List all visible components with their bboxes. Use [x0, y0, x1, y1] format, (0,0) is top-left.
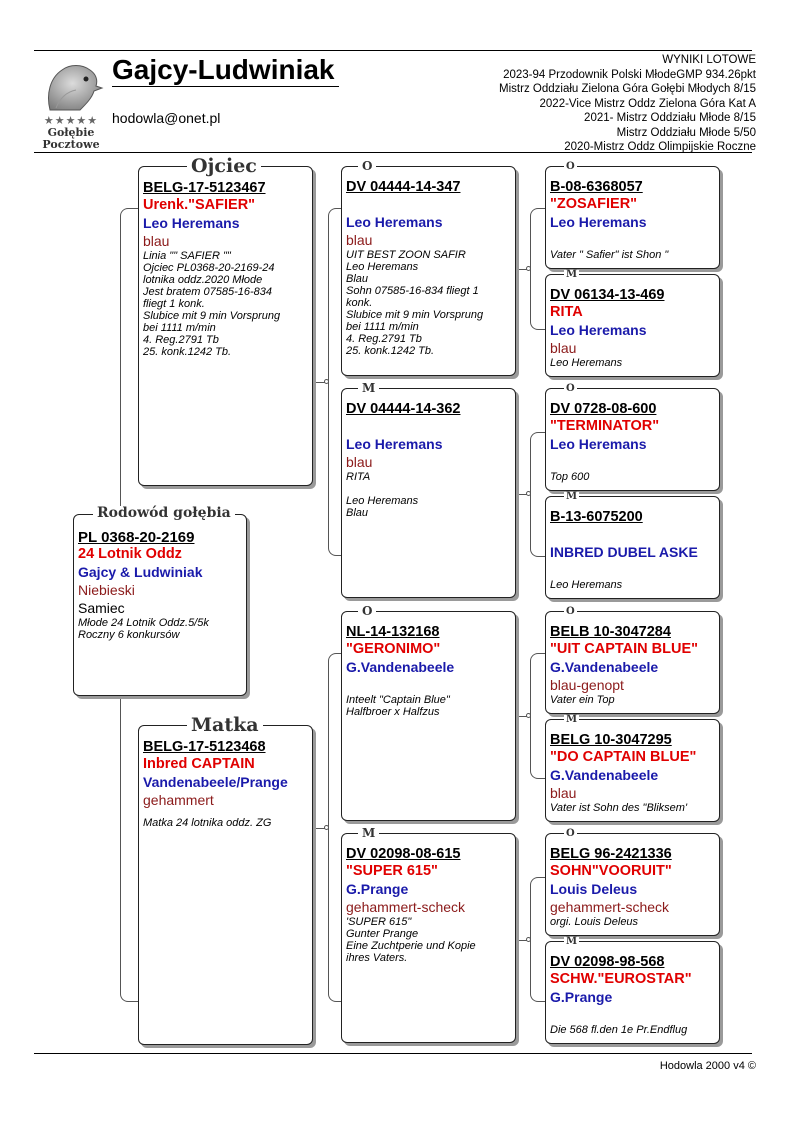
ring-number: DV 02098-08-615	[346, 846, 461, 862]
note-line: Młode 24 Lotnik Oddz.5/5k	[78, 617, 209, 629]
note-line: UIT BEST ZOON SAFIR	[346, 249, 466, 261]
note-line: Vater ist Sohn des "Bliksem'	[550, 802, 688, 814]
breeder: G.Vandenabeele	[550, 659, 659, 675]
label-sire: O	[566, 383, 575, 394]
breeder: Vandenabeele/Prange	[143, 774, 288, 790]
pedigree-card-mother[interactable]	[138, 725, 313, 1045]
note-line: Vater " Safier" ist Shon "	[550, 249, 669, 261]
pedigree-card-mmm[interactable]	[545, 941, 720, 1044]
flight-results	[499, 53, 756, 155]
pedigree-card-fmf[interactable]	[545, 388, 720, 491]
pigeon-name: "ZOSAFIER"	[550, 196, 638, 212]
pigeon-color	[550, 561, 715, 579]
connector-ff	[530, 208, 546, 330]
pigeon-notes	[346, 694, 511, 718]
pigeon-name: "UIT CAPTAIN BLUE"	[550, 641, 699, 657]
pigeon-notes	[550, 249, 715, 261]
note-line: konk.	[346, 297, 373, 309]
pigeon-name: Inbred CAPTAIN	[143, 756, 255, 772]
pigeon-name: Urenk."SAFIER"	[143, 197, 256, 213]
note-line: 'SUPER 615"	[346, 916, 412, 928]
label-father: Ojciec	[187, 157, 261, 176]
note-line: Roczny 6 konkursów	[78, 629, 180, 641]
pigeon-name: 24 Lotnik Oddz	[78, 546, 182, 562]
pigeon-notes	[346, 916, 511, 964]
ring-number: BELG-17-5123467	[143, 180, 266, 196]
note-line: bei 1111 m/min	[346, 321, 419, 333]
pigeon-icon	[36, 58, 106, 114]
results-line: Mistrz Oddziału Młode 5/50	[616, 126, 756, 139]
pigeon-notes	[346, 249, 511, 357]
breeder: Leo Heremans	[550, 214, 647, 230]
note-line: Gunter Prange	[346, 928, 419, 940]
header-bottom-rule	[34, 152, 752, 153]
note-line: fliegt 1 konk.	[143, 298, 205, 310]
owner: Gajcy & Ludwiniak	[78, 564, 203, 580]
ring-number: B-13-6075200	[550, 509, 643, 525]
pedigree-card-fmm[interactable]	[545, 496, 720, 599]
breeder: Leo Heremans	[346, 436, 443, 452]
pigeon-color: blau	[550, 340, 577, 356]
breeder: G.Prange	[550, 989, 613, 1005]
connector-mm	[530, 877, 546, 1002]
page-title: Gajcy-Ludwiniak	[112, 54, 339, 87]
label-sire: O	[358, 605, 376, 617]
note-line: Vater ein Top	[550, 694, 615, 706]
connector-fm	[530, 432, 546, 557]
breeder: Leo Heremans	[550, 322, 647, 338]
label-mother: Matka	[187, 716, 263, 735]
note-line: Leo Heremans	[346, 261, 419, 273]
note-line: Blau	[346, 507, 369, 519]
ring-number: DV 04444-14-347	[346, 179, 461, 195]
ring-number: DV 0728-08-600	[550, 401, 657, 417]
breeder: Leo Heremans	[346, 214, 443, 230]
note-line: 4. Reg.2791 Tb	[143, 334, 219, 346]
note-line: Ojciec PL0368-20-2169-24	[143, 262, 275, 274]
note-line: Leo Heremans	[550, 579, 623, 591]
pigeon-notes	[550, 357, 715, 369]
note-line: bei 1111 m/min	[143, 322, 216, 334]
label-root: Rodowód gołębia	[93, 506, 235, 520]
pigeon-color	[550, 231, 715, 249]
note-line: Sohn 07585-16-834 fliegt 1	[346, 285, 479, 297]
pigeon-name: SCHW."EUROSTAR"	[550, 971, 692, 987]
pigeon-name: RITA	[550, 304, 583, 320]
ring-number: BELB 10-3047284	[550, 624, 671, 640]
contact-email: hodowla@onet.pl	[112, 110, 221, 126]
pedigree-card-mf[interactable]	[341, 611, 516, 821]
pigeon-color: blau	[143, 233, 170, 249]
pigeon-color: gehammert-scheck	[550, 899, 670, 915]
note-line: 4. Reg.2791 Tb	[346, 333, 422, 345]
label-sire: O	[566, 828, 575, 839]
label-dam: M	[566, 936, 578, 947]
ring-number: BELG 10-3047295	[550, 732, 672, 748]
pedigree-card-fff[interactable]	[545, 166, 720, 269]
ring-number: DV 04444-14-362	[346, 401, 461, 417]
breeder: G.Vandenabeele	[550, 767, 659, 783]
pigeon-name: "TERMINATOR"	[550, 418, 660, 434]
ring-number: DV 02098-98-568	[550, 954, 665, 970]
pigeon-name	[346, 418, 511, 435]
connector-dot	[526, 266, 531, 271]
label-dam: M	[358, 382, 379, 394]
label-dam: M	[566, 491, 578, 502]
pigeon-color: blau	[346, 454, 373, 470]
logo-text-line-2: Pocztowe	[42, 138, 100, 151]
results-line: 2021- Mistrz Oddziału Młode 8/15	[584, 112, 756, 124]
note-line: orgi. Louis Deleus	[550, 916, 639, 928]
connector-dot	[324, 825, 329, 830]
results-line: 2022-Vice Mistrz Oddz Zielona Góra Kat A	[539, 97, 756, 110]
ring-number: B-08-6368057	[550, 179, 643, 195]
pigeon-color: blau	[550, 785, 577, 801]
pigeon-notes	[550, 916, 715, 928]
pedigree-card-mff[interactable]	[545, 611, 720, 714]
pigeon-notes	[346, 471, 511, 519]
pedigree-card-mmf[interactable]	[545, 833, 720, 936]
note-line: RITA	[346, 471, 371, 483]
note-line: Blau	[346, 273, 369, 285]
ring-number: DV 06134-13-469	[550, 287, 665, 303]
note-line: Eine Zuchtperie und Kopie	[346, 940, 476, 952]
note-line: Halfbroer x Halfzus	[346, 706, 440, 718]
results-line: Mistrz Oddziału Zielona Góra Gołębi Młodych 8/15	[499, 83, 756, 95]
breeder: Louis Deleus	[550, 881, 638, 897]
note-line: lotnika oddz.2020 Młode	[143, 274, 263, 286]
pedigree-card-ffm[interactable]	[545, 274, 720, 377]
label-sire: O	[566, 161, 575, 172]
note-line: Slubice mit 9 min Vorsprung	[143, 310, 281, 322]
pigeon-color: gehammert	[143, 792, 214, 808]
breeder: G.Prange	[346, 881, 409, 897]
pigeon-name: "DO CAPTAIN BLUE"	[550, 749, 697, 765]
pigeon-name: "SUPER 615"	[346, 863, 438, 879]
note-line: Slubice mit 9 min Vorsprung	[346, 309, 484, 321]
note-line: Leo Heremans	[346, 495, 419, 507]
ring-number: PL 0368-20-2169	[78, 529, 195, 546]
pigeon-notes	[550, 579, 715, 591]
ring-number: BELG-17-5123468	[143, 739, 266, 755]
footer-credit: Hodowla 2000 v4 ©	[659, 1060, 756, 1072]
label-dam: M	[566, 714, 578, 725]
note-line: Leo Heremans	[550, 357, 623, 369]
results-line: 2020-Mistrz Oddz Olimpijskie Roczne	[564, 141, 756, 153]
pigeon-notes	[78, 617, 242, 641]
pigeon-notes	[550, 471, 715, 483]
pigeon-notes	[550, 694, 715, 706]
pigeon-name: "GERONIMO"	[346, 641, 441, 657]
pigeon-name	[346, 196, 511, 213]
logo-stars: ★★★★★	[43, 115, 99, 127]
results-line: 2023-94 Przodownik Polski MłodeGMP 934.26pkt	[503, 68, 756, 81]
pigeon-notes	[550, 1024, 715, 1036]
logo-text-line-1: Gołębie	[47, 126, 95, 139]
note-line: Matka 24 lotnika oddz. ZG	[143, 817, 272, 829]
breeder: INBRED DUBEL ASKE	[550, 544, 698, 560]
ring-number: NL-14-132168	[346, 624, 440, 640]
club-logo	[36, 58, 106, 151]
note-line: Top 600	[550, 471, 590, 483]
pedigree-card-mfm[interactable]	[545, 719, 720, 822]
connector-mf	[530, 653, 546, 779]
pigeon-color: Niebieski	[78, 582, 135, 598]
pigeon-color	[550, 453, 715, 471]
breeder: G.Vandenabeele	[346, 659, 455, 675]
note-line: Die 568 fl.den 1e Pr.Endflug	[550, 1024, 688, 1036]
pigeon-sex: Samiec	[78, 600, 125, 616]
note-line: Inteelt "Captain Blue"	[346, 694, 450, 706]
connector-dot	[526, 713, 531, 718]
breeder: Leo Heremans	[143, 215, 240, 231]
breeder: Leo Heremans	[550, 436, 647, 452]
pigeon-color	[550, 1006, 715, 1024]
pedigree-card-mm[interactable]	[341, 833, 516, 1043]
pedigree-card-subject[interactable]	[73, 514, 247, 696]
pigeon-name	[550, 526, 715, 543]
pigeon-notes	[143, 817, 308, 829]
note-line: Linia "" SAFIER ""	[143, 250, 231, 262]
note-line: 25. konk.1242 Tb.	[346, 345, 435, 357]
pigeon-name: SOHN"VOORUIT"	[550, 863, 672, 879]
note-line: Jest bratem 07585-16-834	[143, 286, 273, 298]
label-dam: M	[358, 827, 379, 839]
pedigree-card-father[interactable]	[138, 166, 313, 486]
note-line: ihres Vaters.	[346, 952, 408, 964]
label-dam: M	[566, 269, 578, 280]
connector-dot	[526, 491, 531, 496]
pigeon-color	[346, 676, 511, 694]
label-sire: O	[566, 606, 575, 617]
pigeon-notes	[143, 250, 308, 358]
note-line	[346, 483, 511, 495]
pedigree-card-fm[interactable]	[341, 388, 516, 598]
pigeon-color: gehammert-scheck	[346, 899, 466, 915]
results-line: WYNIKI LOTOWE	[662, 54, 756, 66]
pigeon-notes	[550, 802, 715, 814]
connector-dot	[324, 379, 329, 384]
footer-rule	[34, 1053, 752, 1054]
pigeon-color: blau-genopt	[550, 677, 624, 693]
pigeon-color: blau	[346, 232, 373, 248]
pedigree-card-ff[interactable]	[341, 166, 516, 376]
label-sire: O	[358, 160, 376, 172]
ring-number: BELG 96-2421336	[550, 846, 672, 862]
connector-dot	[526, 937, 531, 942]
header-top-rule	[34, 50, 752, 51]
note-line: 25. konk.1242 Tb.	[143, 346, 232, 358]
